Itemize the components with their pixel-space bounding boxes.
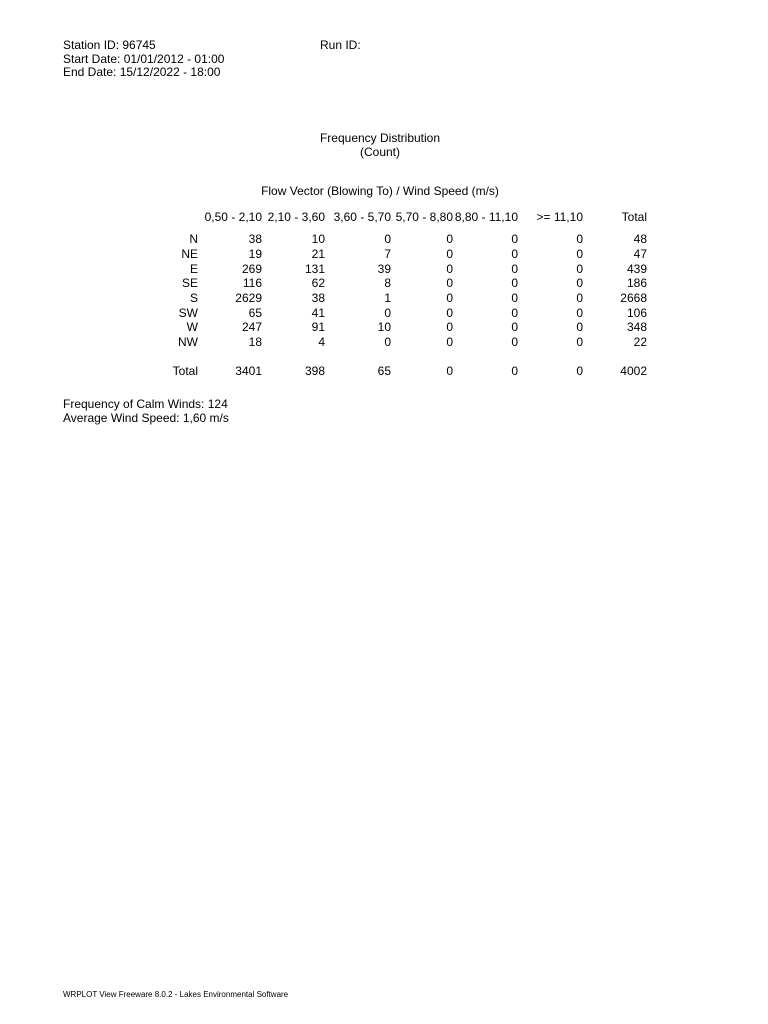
count-cell: 10 xyxy=(311,232,325,247)
column-header: Total xyxy=(621,210,647,224)
row-spacer xyxy=(150,350,647,364)
column-header: >= 11,10 xyxy=(536,210,583,224)
column-total-cell: 398 xyxy=(304,363,325,378)
count-cell: 0 xyxy=(446,247,453,262)
count-cell: 21 xyxy=(311,247,325,262)
row-total-cell: 348 xyxy=(626,320,647,335)
totals-label: Total xyxy=(172,363,198,378)
count-cell: 62 xyxy=(311,276,325,291)
count-cell: 0 xyxy=(576,232,583,247)
column-header: 0,50 - 2,10 xyxy=(204,210,262,224)
direction-label: SE xyxy=(181,276,198,291)
count-cell: 2629 xyxy=(235,291,262,306)
count-cell: 0 xyxy=(576,247,583,262)
row-total-cell: 186 xyxy=(626,276,647,291)
count-cell: 0 xyxy=(384,335,391,350)
column-header: 2,10 - 3,60 xyxy=(267,210,325,224)
direction-label: E xyxy=(189,261,198,276)
count-cell: 7 xyxy=(384,247,391,262)
table-subtitle: Flow Vector (Blowing To) / Wind Speed (m/s) xyxy=(261,184,499,198)
table-header-row xyxy=(150,210,647,226)
count-cell: 0 xyxy=(446,335,453,350)
totals-row xyxy=(150,364,647,379)
count-cell: 0 xyxy=(511,261,518,276)
count-cell: 0 xyxy=(511,305,518,320)
table-row xyxy=(150,291,647,306)
count-cell: 0 xyxy=(576,305,583,320)
row-total-cell: 22 xyxy=(633,335,647,350)
footer-credit: WRPLOT View Freeware 8.0.2 - Lakes Environmental Software xyxy=(63,990,289,999)
count-cell: 247 xyxy=(241,320,262,335)
count-cell: 10 xyxy=(377,320,391,335)
column-total-cell: 0 xyxy=(576,363,583,378)
row-total-cell: 439 xyxy=(626,261,647,276)
count-cell: 8 xyxy=(384,276,391,291)
count-cell: 39 xyxy=(377,261,391,276)
table-row xyxy=(150,276,647,291)
count-cell: 41 xyxy=(311,305,325,320)
table-row xyxy=(150,335,647,350)
column-header xyxy=(150,210,198,226)
count-cell: 0 xyxy=(576,335,583,350)
calm-winds-frequency: Frequency of Calm Winds: 124 xyxy=(63,397,228,411)
grand-total-cell: 4002 xyxy=(620,363,647,378)
count-cell: 0 xyxy=(446,261,453,276)
count-cell: 0 xyxy=(576,261,583,276)
station-id: Station ID: 96745 xyxy=(63,38,156,52)
count-cell: 1 xyxy=(384,291,391,306)
count-cell: 0 xyxy=(446,291,453,306)
count-cell: 19 xyxy=(248,247,262,262)
row-total-cell: 2668 xyxy=(620,291,647,306)
count-cell: 0 xyxy=(511,335,518,350)
table-row xyxy=(150,247,647,262)
frequency-table xyxy=(150,210,647,378)
count-cell: 4 xyxy=(318,335,325,350)
count-cell: 0 xyxy=(446,320,453,335)
column-header: 5,70 - 8,80 xyxy=(395,210,453,224)
count-cell: 0 xyxy=(446,276,453,291)
count-cell: 91 xyxy=(311,320,325,335)
direction-label: NW xyxy=(178,335,198,350)
report-title: Frequency Distribution xyxy=(319,131,441,145)
start-date: Start Date: 01/01/2012 - 01:00 xyxy=(63,51,225,66)
report-title-unit: (Count) xyxy=(359,145,400,159)
count-cell: 0 xyxy=(384,232,391,247)
count-cell: 0 xyxy=(576,320,583,335)
direction-label: NE xyxy=(181,247,198,262)
count-cell: 116 xyxy=(242,276,262,291)
table-row xyxy=(150,320,647,335)
table-row xyxy=(150,261,647,276)
average-wind-speed: Average Wind Speed: 1,60 m/s xyxy=(63,411,229,425)
count-cell: 0 xyxy=(511,320,518,335)
table-row xyxy=(150,226,647,247)
count-cell: 131 xyxy=(304,261,325,276)
count-cell: 269 xyxy=(241,261,262,276)
column-total-cell: 0 xyxy=(446,363,453,378)
direction-label: S xyxy=(189,291,198,306)
column-header: 8,80 - 11,10 xyxy=(454,210,518,224)
run-id: Run ID: xyxy=(320,38,361,52)
column-total-cell: 0 xyxy=(511,363,518,378)
count-cell: 0 xyxy=(576,276,583,291)
row-total-cell: 48 xyxy=(633,232,647,247)
direction-label: SW xyxy=(178,305,198,320)
column-total-cell: 65 xyxy=(377,363,391,378)
column-header: 3,60 - 5,70 xyxy=(333,210,391,224)
count-cell: 38 xyxy=(311,291,325,306)
count-cell: 0 xyxy=(576,291,583,306)
report-header xyxy=(63,38,224,79)
direction-label: N xyxy=(189,232,198,247)
count-cell: 0 xyxy=(446,305,453,320)
row-total-cell: 106 xyxy=(626,305,647,320)
count-cell: 65 xyxy=(248,305,262,320)
count-cell: 0 xyxy=(511,232,518,247)
count-cell: 38 xyxy=(248,232,262,247)
count-cell: 18 xyxy=(248,335,262,350)
end-date: End Date: 15/12/2022 - 18:00 xyxy=(63,65,221,79)
count-cell: 0 xyxy=(511,247,518,262)
table-row xyxy=(150,305,647,320)
count-cell: 0 xyxy=(384,305,391,320)
count-cell: 0 xyxy=(511,276,518,291)
direction-label: W xyxy=(186,320,198,335)
column-total-cell: 3401 xyxy=(235,363,262,378)
count-cell: 0 xyxy=(446,232,453,247)
count-cell: 0 xyxy=(511,291,518,306)
row-total-cell: 47 xyxy=(633,247,647,262)
